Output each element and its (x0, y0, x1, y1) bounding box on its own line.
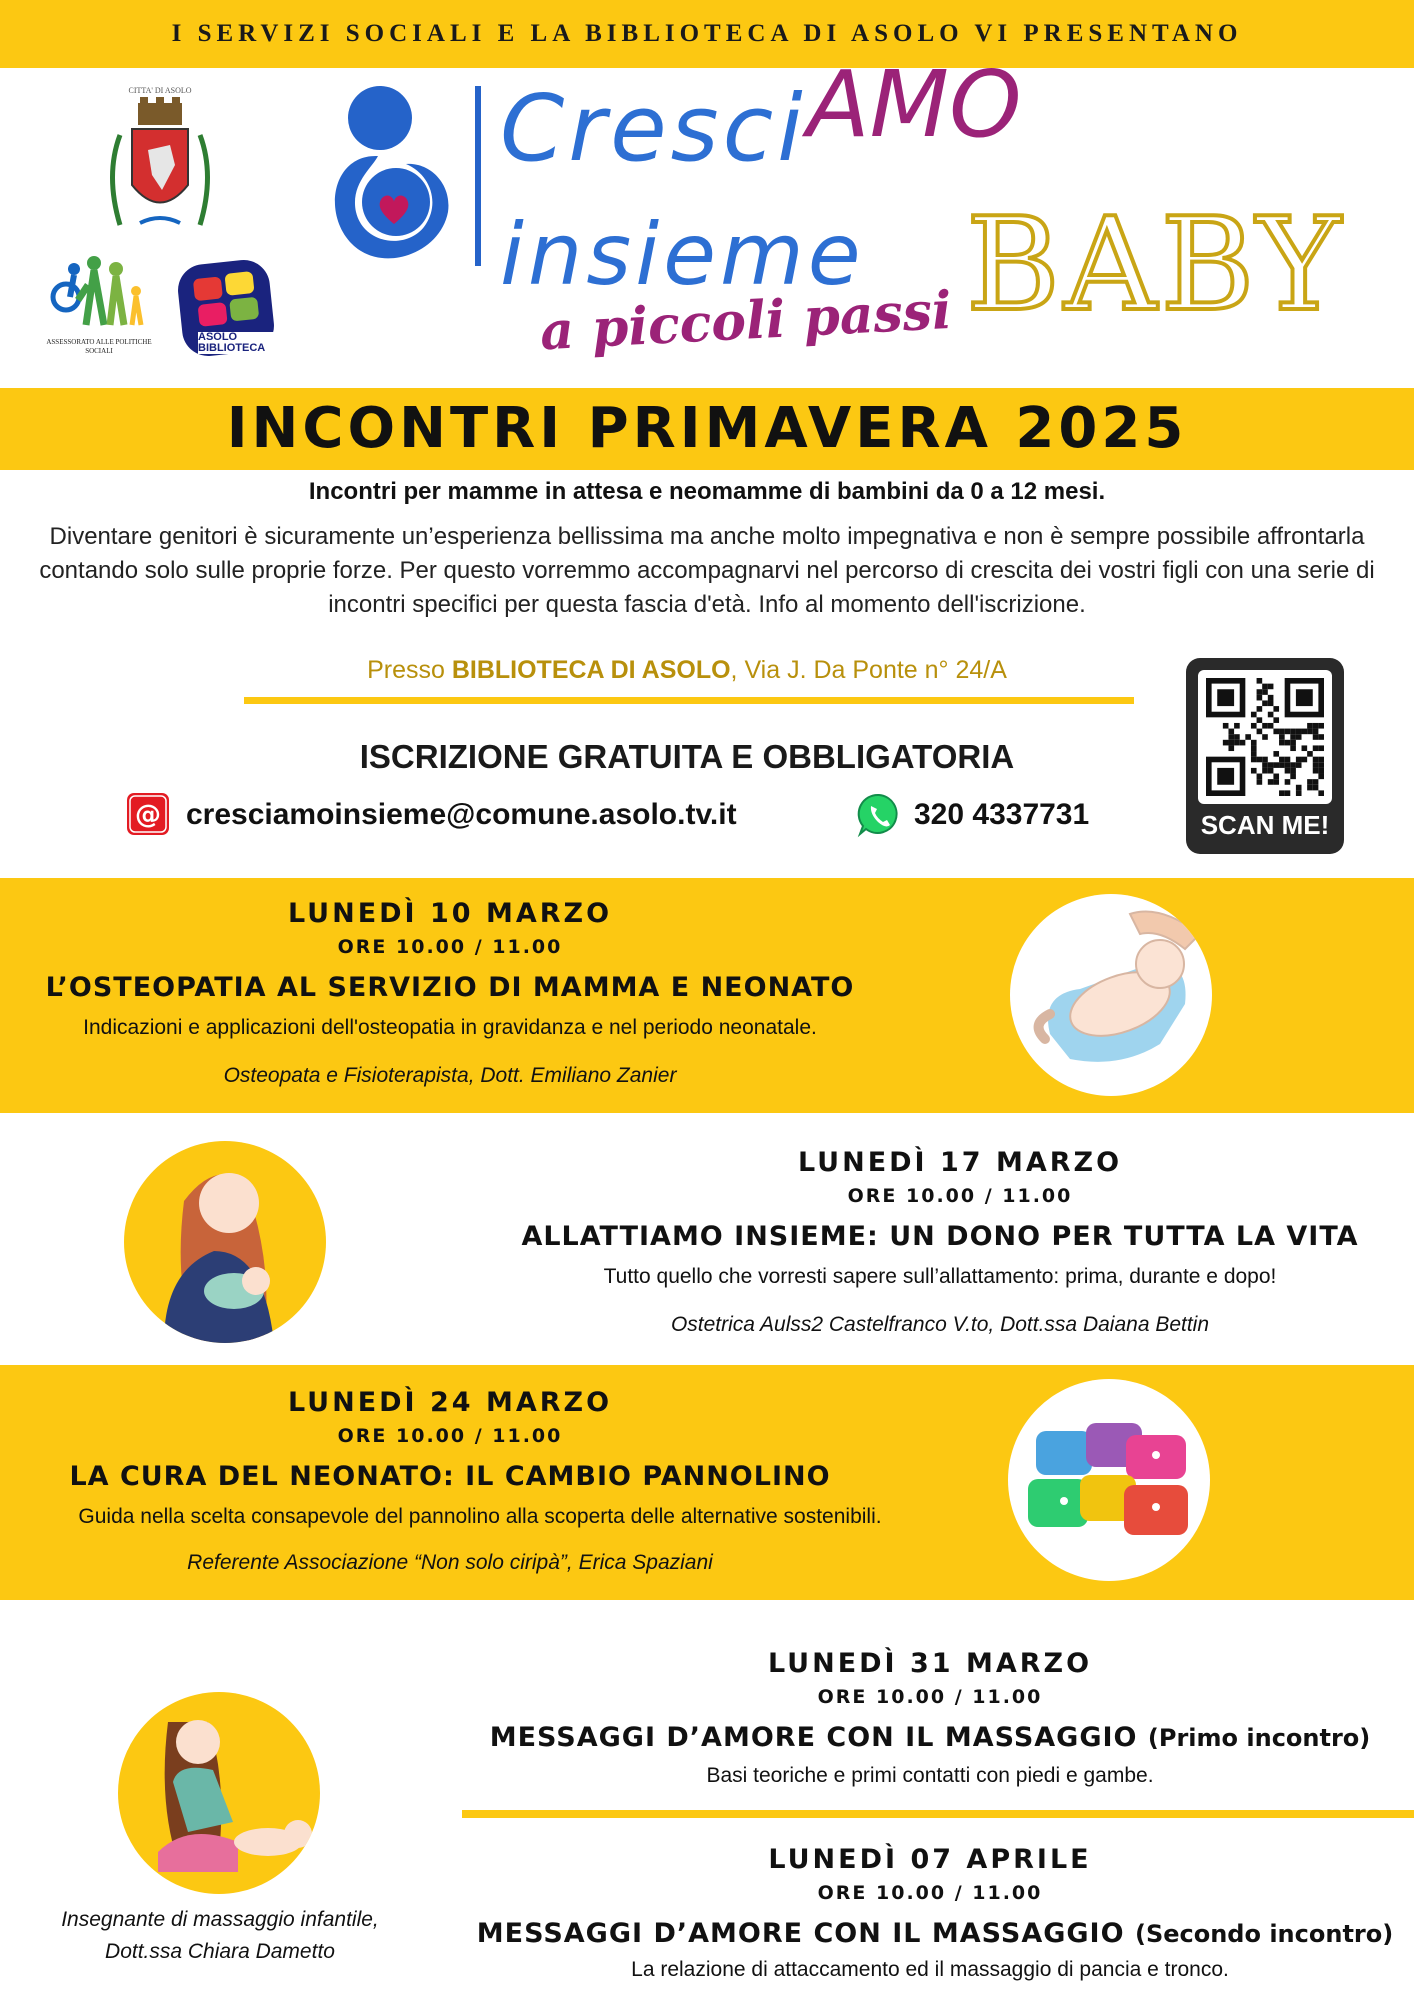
location-underline (244, 697, 1134, 704)
location-prefix: Presso (367, 656, 452, 684)
event-image-massage (118, 1692, 320, 1894)
registration-phone[interactable]: 320 4337731 (914, 798, 1090, 831)
brand-tagline: a piccoli passi (538, 279, 954, 363)
brand-insieme: insieme (500, 205, 865, 305)
qr-label: SCAN ME! (1200, 810, 1330, 840)
assessorato-logo (44, 255, 154, 355)
event-time: ORE 10.00 / 11.00 (337, 936, 563, 958)
event-time: ORE 10.00 / 11.00 (817, 1686, 1043, 1708)
event-date: LUNEDÌ 10 MARZO (287, 898, 613, 929)
event-block-1 (0, 878, 1414, 1113)
event-image-breastfeeding (124, 1141, 326, 1343)
top-banner-text: I SERVIZI SOCIALI E LA BIBLIOTECA DI ASOLO VI PRESENTANO (171, 20, 1243, 47)
baby-osteopathy-icon (1010, 894, 1212, 1096)
brand-divider (475, 86, 481, 266)
coat-label: CITTA' DI ASOLO (128, 86, 192, 95)
event-date: LUNEDÌ 24 MARZO (287, 1387, 613, 1418)
family-icon (44, 255, 154, 333)
section-title-band (0, 388, 1414, 470)
email-icon (126, 792, 170, 836)
event-title-main: MESSAGGI D’AMORE CON IL MASSAGGIO (489, 1722, 1138, 1753)
cloth-diapers-icon (1008, 1379, 1210, 1581)
event-description: Guida nella scelta consapevole del pannolino alla scoperta delle alternative sostenibili. (78, 1505, 882, 1528)
event-block-3 (0, 1365, 1414, 1600)
event-block-4-5 (0, 1600, 1414, 2000)
mother-child-logo-icon (322, 84, 456, 268)
event-image-osteopathy (1010, 894, 1212, 1096)
event-block-2 (0, 1113, 1414, 1365)
brand-amo: AMO (806, 51, 1022, 158)
baby-massage-icon (118, 1692, 320, 1894)
massage-speaker-line1: Insegnante di massaggio infantile, (61, 1908, 379, 1931)
event-divider (462, 1810, 1414, 1818)
event-date: LUNEDÌ 17 MARZO (797, 1147, 1123, 1178)
event-date: LUNEDÌ 07 APRILE (768, 1844, 1092, 1875)
event-speaker: Referente Associazione “Non solo ciripà”, Erica Spaziani (187, 1551, 713, 1574)
massage-speaker-line2: Dott.ssa Chiara Dametto (105, 1940, 335, 1963)
qr-code-pattern (1206, 678, 1324, 796)
section-title: INCONTRI PRIMAVERA 2025 (226, 396, 1188, 461)
event-title: ALLATTIAMO INSIEME: UN DONO PER TUTTA LA VITA (521, 1221, 1359, 1252)
top-banner (0, 0, 1414, 68)
library-logo (176, 258, 280, 358)
event-speaker: Osteopata e Fisioterapista, Dott. Emiliano Zanier (223, 1064, 677, 1087)
brand-baby: BABY (966, 191, 1345, 340)
event-title-paren: (Secondo incontro) (1134, 1920, 1394, 1948)
event-title (460, 1918, 1410, 1949)
event-date: LUNEDÌ 31 MARZO (767, 1648, 1093, 1679)
intro-headline: Incontri per mamme in attesa e neomamme di bambini da 0 a 12 mesi. (308, 478, 1106, 505)
intro-body: Diventare genitori è sicuramente un’esperienza bellissima ma anche molto impegnativa e non è sempre possibile affrontarla contando solo sulle proprie forze. Per questo vorremmo accompagnarvi nel percorso di crescita dei vostri figli con una serie di incontri specifici per questa fascia d'età. Info al momento dell'iscrizione. (39, 523, 1375, 618)
registration-title: ISCRIZIONE GRATUITA E OBBLIGATORIA (359, 738, 1015, 775)
event-title (460, 1722, 1400, 1753)
event-title: LA CURA DEL NEONATO: IL CAMBIO PANNOLINO (69, 1461, 831, 1492)
event-speaker: Ostetrica Aulss2 Castelfranco V.to, Dott.ssa Daiana Bettin (670, 1313, 1210, 1336)
event-image-diapers (1008, 1379, 1210, 1581)
registration-email[interactable]: cresciamoinsieme@comune.asolo.tv.it (186, 798, 737, 831)
event-description: Indicazioni e applicazioni dell'osteopatia in gravidanza e nel periodo neonatale. (83, 1016, 817, 1039)
event-time: ORE 10.00 / 11.00 (337, 1425, 563, 1447)
event-title-main: MESSAGGI D’AMORE CON IL MASSAGGIO (476, 1918, 1125, 1949)
event-title: L’OSTEOPATIA AL SERVIZIO DI MAMMA E NEONATO (45, 972, 855, 1003)
event-time: ORE 10.00 / 11.00 (817, 1882, 1043, 1904)
location-name: BIBLIOTECA DI ASOLO (451, 656, 731, 684)
coat-of-arms-icon (100, 95, 220, 235)
qr-code[interactable] (1186, 658, 1344, 854)
event-description: Basi teoriche e primi contatti con piedi e gambe. (706, 1764, 1154, 1787)
library-label-2: BIBLIOTECA (198, 342, 266, 354)
whatsapp-icon (856, 792, 902, 838)
massage-speaker (30, 1904, 410, 1968)
event-time: ORE 10.00 / 11.00 (847, 1185, 1073, 1207)
breastfeeding-mother-icon (124, 1141, 326, 1343)
assessorato-label: ASSESSORATO ALLE POLITICHE SOCIALI (46, 338, 152, 355)
location-suffix: , Via J. Da Ponte n° 24/A (730, 656, 1007, 684)
event-description: Tutto quello che vorresti sapere sull’allattamento: prima, durante e dopo! (603, 1265, 1277, 1288)
event-title-paren: (Primo incontro) (1147, 1724, 1371, 1752)
coat-of-arms (100, 86, 220, 246)
brand-cresci: Cresci (500, 75, 807, 182)
event-description: La relazione di attaccamento ed il massaggio di pancia e tronco. (631, 1958, 1229, 1981)
library-label-1: ASOLO (198, 331, 238, 343)
svg-text:@: @ (135, 800, 161, 830)
location-line (242, 656, 1132, 685)
